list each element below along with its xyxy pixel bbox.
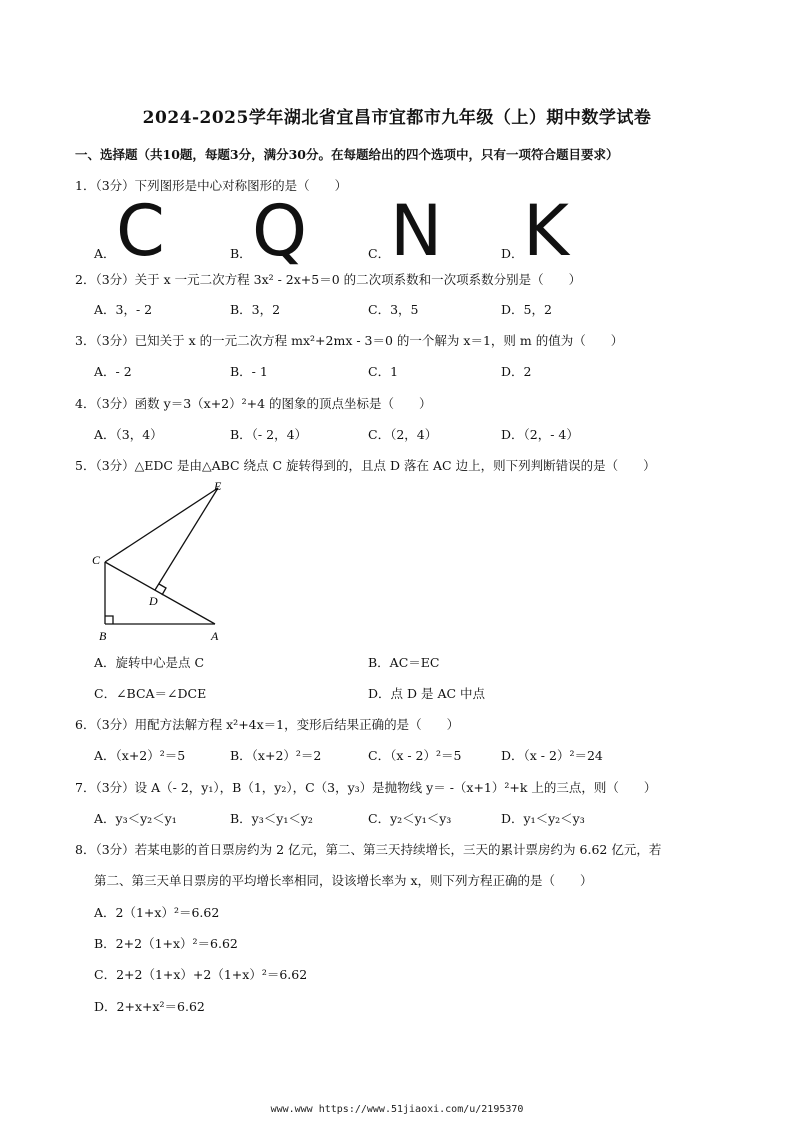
q1-option-c-label: C． xyxy=(368,246,391,261)
q6-option-a: A．（x+2）²＝5 xyxy=(94,748,186,763)
q8-option-b: B．2+2（1+x）²＝6.62 xyxy=(94,936,238,951)
q4-option-a: A．（3，4） xyxy=(94,427,163,442)
q5-option-b: B．AC＝EC xyxy=(368,655,440,670)
q5-option-d: D．点 D 是 AC 中点 xyxy=(368,686,486,701)
q2-option-a: A．3，- 2 xyxy=(94,302,153,317)
page-title: 2024-2025学年湖北省宜昌市宜都市九年级（上）期中数学试卷 xyxy=(142,108,652,128)
q4-option-b: B．（- 2，4） xyxy=(230,427,308,442)
vertex-label-b: B xyxy=(99,629,107,643)
q1-option-b-label: B． xyxy=(230,246,252,261)
q4-option-d: D．（2，- 4） xyxy=(501,427,579,442)
q6-option-b: B．（x+2）²＝2 xyxy=(230,748,322,763)
vertex-label-a: A xyxy=(211,629,219,643)
q7-option-c: C．y₂＜y₁＜y₃ xyxy=(368,811,452,826)
vertex-label-c: C xyxy=(92,553,101,567)
question-7-stem: 7．（3分）设 A（- 2，y₁），B（1，y₂），C（3，y₃）是抛物线 y＝ -（x+1）²+k 上的三点，则（ ） xyxy=(75,780,657,795)
q3-option-a: A．- 2 xyxy=(94,364,132,379)
q1-option-a-label: A． xyxy=(94,246,116,261)
right-angle-mark-b xyxy=(105,616,113,624)
q1-option-a-figure: C xyxy=(116,190,165,272)
q2-option-d: D．5，2 xyxy=(501,302,552,317)
segment-ce xyxy=(105,488,218,562)
segment-ed xyxy=(155,488,218,590)
q5-option-a: A．旋转中心是点 C xyxy=(94,655,205,670)
vertex-label-e: E xyxy=(214,479,222,493)
q2-option-b: B．3，2 xyxy=(230,302,281,317)
section-heading: 一、选择题（共10题，每题3分，满分30分。在每题给出的四个选项中，只有一项符合题目要求） xyxy=(75,147,619,162)
question-1-stem: 1．（3分）下列图形是中心对称图形的是（ ） xyxy=(75,178,348,193)
question-8-stem-line2: 第二、第三天单日票房的平均增长率相同，设该增长率为 x，则下列方程正确的是（ ） xyxy=(94,873,593,888)
q8-option-c: C．2+2（1+x）+2（1+x）²＝6.62 xyxy=(94,967,308,982)
q1-option-d-figure: K xyxy=(523,190,569,272)
question-5-stem: 5．（3分）△EDC 是由△ABC 绕点 C 旋转得到的，且点 D 落在 AC 边上，则下列判断错误的是（ ） xyxy=(75,458,656,473)
question-6-stem: 6．（3分）用配方法解方程 x²+4x＝1，变形后结果正确的是（ ） xyxy=(75,717,460,732)
question-4-stem: 4．（3分）函数 y＝3（x+2）²+4 的图象的顶点坐标是（ ） xyxy=(75,396,432,411)
q7-option-b: B．y₃＜y₁＜y₂ xyxy=(230,811,313,826)
q7-option-d: D．y₁＜y₂＜y₃ xyxy=(501,811,585,826)
segment-ca xyxy=(105,562,215,624)
q8-option-a: A．2（1+x）²＝6.62 xyxy=(94,905,220,920)
q3-option-c: C．1 xyxy=(368,364,399,379)
q7-option-a: A．y₃＜y₂＜y₁ xyxy=(94,811,177,826)
question-2-stem: 2．（3分）关于 x 一元二次方程 3x² - 2x+5＝0 的二次项系数和一次项系数分别是（ ） xyxy=(75,272,582,287)
q1-option-d-label: D． xyxy=(501,246,524,261)
question-3-stem: 3．（3分）已知关于 x 的一元二次方程 mx²+2mx - 3＝0 的一个解为 x＝1，则 m 的值为（ ） xyxy=(75,333,624,348)
q3-option-d: D．2 xyxy=(501,364,532,379)
q6-option-c: C．（x - 2）²＝5 xyxy=(368,748,462,763)
triangle-figure xyxy=(88,475,248,645)
q2-option-c: C．3，5 xyxy=(368,302,419,317)
footer-watermark[interactable]: www.www https://www.51jiaoxi.com/u/2195370 xyxy=(270,1104,524,1115)
vertex-label-d: D xyxy=(149,594,158,608)
q8-option-d: D．2+x+x²＝6.62 xyxy=(94,999,205,1014)
q4-option-c: C．（2，4） xyxy=(368,427,438,442)
q3-option-b: B．- 1 xyxy=(230,364,268,379)
q6-option-d: D．（x - 2）²＝24 xyxy=(501,748,603,763)
q5-option-c: C．∠BCA＝∠DCE xyxy=(94,686,207,701)
q1-option-b-figure: Q xyxy=(252,190,308,272)
question-8-stem-line1: 8．（3分）若某电影的首日票房约为 2 亿元，第二、第三天持续增长，三天的累计票房约为 6.62 亿元，若 xyxy=(75,842,662,857)
q1-option-c-figure: N xyxy=(390,190,443,272)
